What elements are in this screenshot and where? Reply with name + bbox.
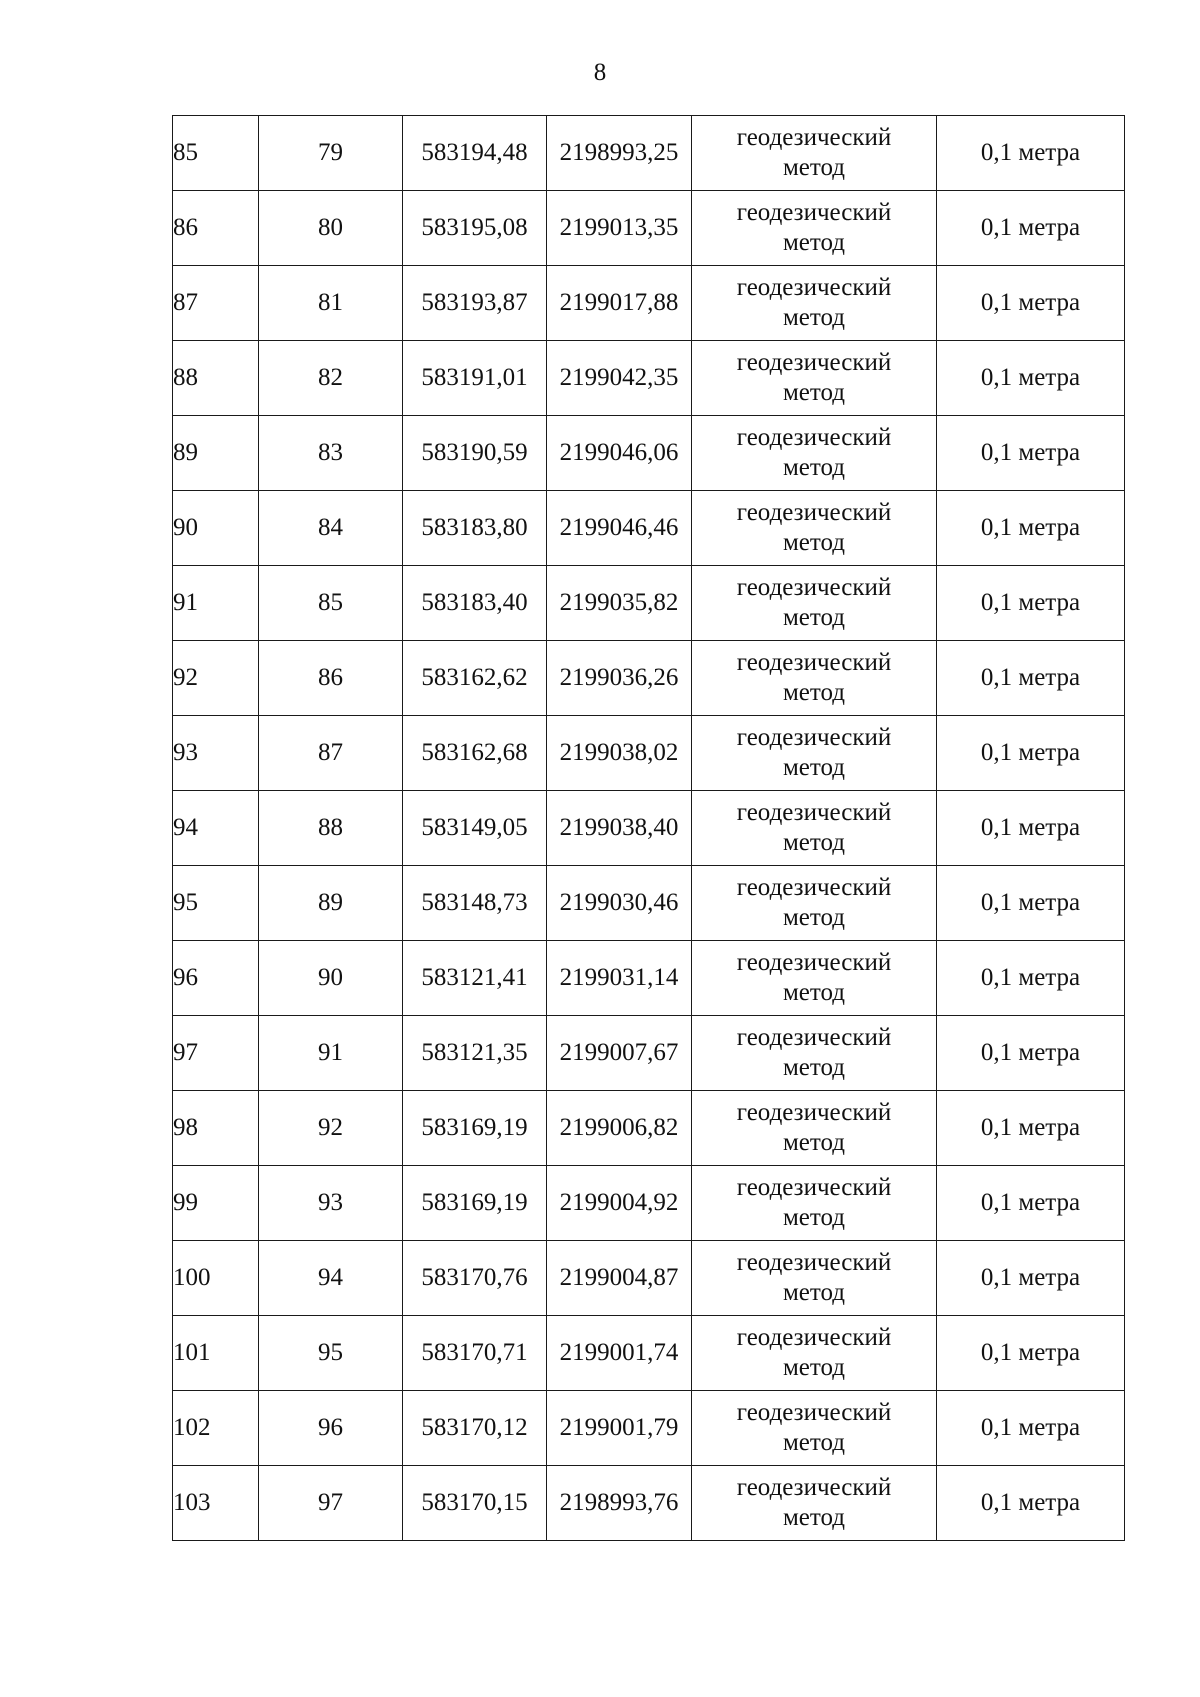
method-line: метод xyxy=(782,1054,845,1081)
method-line: геодезический xyxy=(736,724,892,751)
method-cell xyxy=(692,866,937,941)
method-cell xyxy=(692,1316,937,1391)
row-number-cell: 95 xyxy=(173,866,259,941)
point-number-cell: 89 xyxy=(259,866,403,941)
method-line: метод xyxy=(782,229,845,256)
table-row xyxy=(173,1316,1125,1391)
y-coordinate-cell: 2199046,46 xyxy=(547,491,692,566)
method-line: геодезический xyxy=(736,424,892,451)
method-cell xyxy=(692,266,937,341)
method-line: метод xyxy=(782,679,845,706)
method-line: метод xyxy=(782,979,845,1006)
row-number-cell: 96 xyxy=(173,941,259,1016)
method-cell xyxy=(692,1016,937,1091)
method-cell xyxy=(692,1391,937,1466)
accuracy-cell: 0,1 метра xyxy=(937,566,1125,641)
y-coordinate-cell: 2199046,06 xyxy=(547,416,692,491)
method-line: метод xyxy=(782,154,845,181)
accuracy-cell: 0,1 метра xyxy=(937,641,1125,716)
point-number-cell: 97 xyxy=(259,1466,403,1541)
x-coordinate-cell: 583170,12 xyxy=(403,1391,547,1466)
method-line: геодезический xyxy=(736,1174,892,1201)
table-row xyxy=(173,941,1125,1016)
x-coordinate-cell: 583121,35 xyxy=(403,1016,547,1091)
point-number-cell: 93 xyxy=(259,1166,403,1241)
x-coordinate-cell: 583170,76 xyxy=(403,1241,547,1316)
table-row xyxy=(173,566,1125,641)
x-coordinate-cell: 583169,19 xyxy=(403,1091,547,1166)
method-line: геодезический xyxy=(736,1099,892,1126)
method-cell xyxy=(692,416,937,491)
y-coordinate-cell: 2199030,46 xyxy=(547,866,692,941)
x-coordinate-cell: 583169,19 xyxy=(403,1166,547,1241)
point-number-cell: 85 xyxy=(259,566,403,641)
accuracy-cell: 0,1 метра xyxy=(937,1241,1125,1316)
method-line: метод xyxy=(782,1279,845,1306)
y-coordinate-cell: 2199013,35 xyxy=(547,191,692,266)
row-number-cell: 102 xyxy=(173,1391,259,1466)
table-row xyxy=(173,866,1125,941)
row-number-cell: 101 xyxy=(173,1316,259,1391)
method-line: геодезический xyxy=(736,274,892,301)
method-line: геодезический xyxy=(736,199,892,226)
x-coordinate-cell: 583148,73 xyxy=(403,866,547,941)
y-coordinate-cell: 2199038,40 xyxy=(547,791,692,866)
method-line: метод xyxy=(782,754,845,781)
method-line: геодезический xyxy=(736,1324,892,1351)
method-cell xyxy=(692,116,937,191)
accuracy-cell: 0,1 метра xyxy=(937,1316,1125,1391)
accuracy-cell: 0,1 метра xyxy=(937,341,1125,416)
y-coordinate-cell: 2199031,14 xyxy=(547,941,692,1016)
accuracy-cell: 0,1 метра xyxy=(937,491,1125,566)
table-row xyxy=(173,191,1125,266)
y-coordinate-cell: 2199004,87 xyxy=(547,1241,692,1316)
method-cell xyxy=(692,566,937,641)
row-number-cell: 85 xyxy=(173,116,259,191)
method-line: метод xyxy=(782,1504,845,1531)
accuracy-cell: 0,1 метра xyxy=(937,1466,1125,1541)
x-coordinate-cell: 583183,80 xyxy=(403,491,547,566)
accuracy-cell: 0,1 метра xyxy=(937,1091,1125,1166)
method-line: метод xyxy=(782,379,845,406)
table-row xyxy=(173,1391,1125,1466)
row-number-cell: 89 xyxy=(173,416,259,491)
method-cell xyxy=(692,1166,937,1241)
point-number-cell: 90 xyxy=(259,941,403,1016)
y-coordinate-cell: 2199017,88 xyxy=(547,266,692,341)
accuracy-cell: 0,1 метра xyxy=(937,1016,1125,1091)
y-coordinate-cell: 2198993,25 xyxy=(547,116,692,191)
row-number-cell: 94 xyxy=(173,791,259,866)
method-cell xyxy=(692,941,937,1016)
accuracy-cell: 0,1 метра xyxy=(937,791,1125,866)
method-cell xyxy=(692,191,937,266)
method-line: геодезический xyxy=(736,499,892,526)
method-line: метод xyxy=(782,1204,845,1231)
table-row xyxy=(173,116,1125,191)
method-line: геодезический xyxy=(736,124,892,151)
point-number-cell: 83 xyxy=(259,416,403,491)
table-row xyxy=(173,641,1125,716)
x-coordinate-cell: 583121,41 xyxy=(403,941,547,1016)
x-coordinate-cell: 583190,59 xyxy=(403,416,547,491)
method-cell xyxy=(692,1466,937,1541)
y-coordinate-cell: 2199001,74 xyxy=(547,1316,692,1391)
row-number-cell: 87 xyxy=(173,266,259,341)
row-number-cell: 90 xyxy=(173,491,259,566)
point-number-cell: 81 xyxy=(259,266,403,341)
y-coordinate-cell: 2199038,02 xyxy=(547,716,692,791)
method-line: геодезический xyxy=(736,799,892,826)
table-row xyxy=(173,1016,1125,1091)
y-coordinate-cell: 2199035,82 xyxy=(547,566,692,641)
accuracy-cell: 0,1 метра xyxy=(937,716,1125,791)
row-number-cell: 99 xyxy=(173,1166,259,1241)
method-line: метод xyxy=(782,829,845,856)
point-number-cell: 96 xyxy=(259,1391,403,1466)
method-line: геодезический xyxy=(736,1024,892,1051)
coordinates-table xyxy=(172,115,1125,1541)
accuracy-cell: 0,1 метра xyxy=(937,1166,1125,1241)
table-body xyxy=(173,116,1125,1541)
method-line: метод xyxy=(782,1129,845,1156)
point-number-cell: 87 xyxy=(259,716,403,791)
point-number-cell: 95 xyxy=(259,1316,403,1391)
point-number-cell: 82 xyxy=(259,341,403,416)
table-row xyxy=(173,1466,1125,1541)
row-number-cell: 92 xyxy=(173,641,259,716)
method-cell xyxy=(692,341,937,416)
method-line: метод xyxy=(782,604,845,631)
accuracy-cell: 0,1 метра xyxy=(937,416,1125,491)
table-row xyxy=(173,416,1125,491)
method-line: геодезический xyxy=(736,1249,892,1276)
x-coordinate-cell: 583194,48 xyxy=(403,116,547,191)
x-coordinate-cell: 583191,01 xyxy=(403,341,547,416)
y-coordinate-cell: 2199006,82 xyxy=(547,1091,692,1166)
y-coordinate-cell: 2199004,92 xyxy=(547,1166,692,1241)
y-coordinate-cell: 2199036,26 xyxy=(547,641,692,716)
row-number-cell: 100 xyxy=(173,1241,259,1316)
point-number-cell: 79 xyxy=(259,116,403,191)
page-number: 8 xyxy=(593,59,607,86)
row-number-cell: 86 xyxy=(173,191,259,266)
method-line: геодезический xyxy=(736,874,892,901)
method-line: метод xyxy=(782,529,845,556)
accuracy-cell: 0,1 метра xyxy=(937,866,1125,941)
method-line: геодезический xyxy=(736,574,892,601)
method-line: геодезический xyxy=(736,649,892,676)
x-coordinate-cell: 583170,71 xyxy=(403,1316,547,1391)
point-number-cell: 92 xyxy=(259,1091,403,1166)
x-coordinate-cell: 583162,62 xyxy=(403,641,547,716)
method-line: метод xyxy=(782,1354,845,1381)
method-cell xyxy=(692,1241,937,1316)
y-coordinate-cell: 2199007,67 xyxy=(547,1016,692,1091)
method-line: геодезический xyxy=(736,1399,892,1426)
point-number-cell: 80 xyxy=(259,191,403,266)
table-row xyxy=(173,791,1125,866)
table-row xyxy=(173,491,1125,566)
point-number-cell: 91 xyxy=(259,1016,403,1091)
method-cell xyxy=(692,491,937,566)
point-number-cell: 94 xyxy=(259,1241,403,1316)
table-row xyxy=(173,716,1125,791)
method-cell xyxy=(692,716,937,791)
method-line: метод xyxy=(782,904,845,931)
row-number-cell: 93 xyxy=(173,716,259,791)
table-row xyxy=(173,1241,1125,1316)
method-cell xyxy=(692,1091,937,1166)
method-line: геодезический xyxy=(736,949,892,976)
table-row xyxy=(173,1091,1125,1166)
point-number-cell: 84 xyxy=(259,491,403,566)
x-coordinate-cell: 583183,40 xyxy=(403,566,547,641)
table-row xyxy=(173,266,1125,341)
table-row xyxy=(173,1166,1125,1241)
x-coordinate-cell: 583170,15 xyxy=(403,1466,547,1541)
row-number-cell: 103 xyxy=(173,1466,259,1541)
method-line: геодезический xyxy=(736,1474,892,1501)
y-coordinate-cell: 2198993,76 xyxy=(547,1466,692,1541)
accuracy-cell: 0,1 метра xyxy=(937,191,1125,266)
x-coordinate-cell: 583162,68 xyxy=(403,716,547,791)
accuracy-cell: 0,1 метра xyxy=(937,266,1125,341)
method-line: геодезический xyxy=(736,349,892,376)
method-line: метод xyxy=(782,304,845,331)
y-coordinate-cell: 2199042,35 xyxy=(547,341,692,416)
method-line: метод xyxy=(782,1429,845,1456)
table-row xyxy=(173,341,1125,416)
method-line: метод xyxy=(782,454,845,481)
point-number-cell: 88 xyxy=(259,791,403,866)
accuracy-cell: 0,1 метра xyxy=(937,941,1125,1016)
point-number-cell: 86 xyxy=(259,641,403,716)
x-coordinate-cell: 583149,05 xyxy=(403,791,547,866)
y-coordinate-cell: 2199001,79 xyxy=(547,1391,692,1466)
x-coordinate-cell: 583195,08 xyxy=(403,191,547,266)
method-cell xyxy=(692,641,937,716)
row-number-cell: 98 xyxy=(173,1091,259,1166)
row-number-cell: 91 xyxy=(173,566,259,641)
row-number-cell: 88 xyxy=(173,341,259,416)
row-number-cell: 97 xyxy=(173,1016,259,1091)
accuracy-cell: 0,1 метра xyxy=(937,116,1125,191)
method-cell xyxy=(692,791,937,866)
accuracy-cell: 0,1 метра xyxy=(937,1391,1125,1466)
x-coordinate-cell: 583193,87 xyxy=(403,266,547,341)
